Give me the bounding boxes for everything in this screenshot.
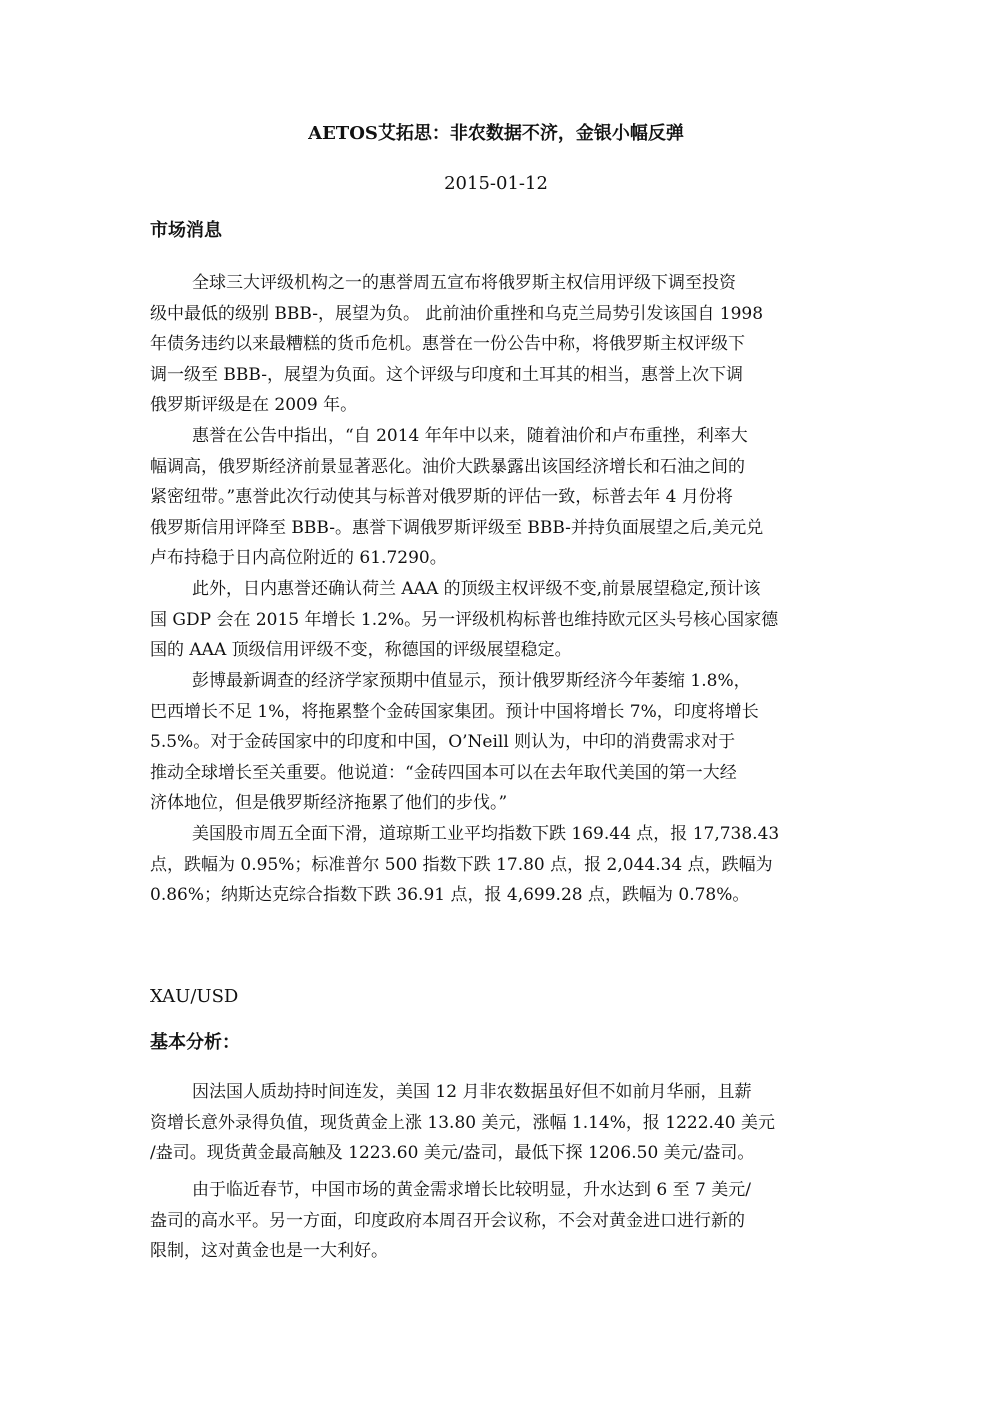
- paragraph-line: 资增长意外录得负值，现货黄金上涨 13.80 美元，涨幅 1.14%，报 1222.40 美元: [150, 1112, 775, 1133]
- paragraph-netherlands-rating: [150, 574, 850, 666]
- paragraph-line: 济体地位，但是俄罗斯经济拖累了他们的步伐。”: [150, 793, 508, 813]
- paragraph-line: 级中最低的级别 BBB-，展望为负。 此前油价重挫和乌克兰局势引发该国自 1998: [150, 303, 764, 324]
- paragraph-line: 惠誉在公告中指出，“自 2014 年年中以来，随着油价和卢布重挫，利率大: [192, 426, 748, 446]
- paragraph-line: 巴西增长不足 1%，将拖累整个金砖国家集团。预计中国将增长 7%，印度将增长: [150, 701, 759, 722]
- paragraph-gold-price: [150, 1077, 850, 1169]
- paragraph-fitch-downgrade: [150, 268, 850, 421]
- paragraph-line: 此外，日内惠誉还确认荷兰 AAA 的顶级主权评级不变,前景展望稳定,预计该: [192, 579, 761, 599]
- paragraph-line: 调一级至 BBB-，展望为负面。这个评级与印度和土耳其的相当，惠誉上次下调: [150, 364, 743, 385]
- paragraph-line: 彭博最新调查的经济学家预期中值显示，预计俄罗斯经济今年萎缩 1.8%，: [192, 671, 751, 691]
- paragraph-line: 国 GDP 会在 2015 年增长 1.2%。另一评级机构标普也维持欧元区头号核心国家德: [150, 609, 779, 630]
- paragraph-line: 0.86%；纳斯达克综合指数下跌 36.91 点，报 4,699.28 点，跌幅为 0.78%。: [150, 885, 750, 905]
- paragraph-line: 年债务违约以来最糟糕的货币危机。惠誉在一份公告中称，将俄罗斯主权评级下: [150, 334, 745, 354]
- paragraph-line: 推动全球增长至关重要。他说道：“金砖四国本可以在去年取代美国的第一大经: [150, 762, 737, 783]
- paragraph-line: 盎司的高水平。另一方面，印度政府本周召开会议称，不会对黄金进口进行新的: [150, 1210, 745, 1231]
- document-date: 2015-01-12: [444, 173, 548, 194]
- document-title: AETOS艾拓思：非农数据不济，金银小幅反弹: [308, 123, 684, 144]
- section-heading-fundamental-analysis: 基本分析：: [150, 1032, 240, 1053]
- paragraph-us-stocks: [150, 819, 850, 911]
- paragraph-line: /盎司。现货黄金最高触及 1223.60 美元/盎司，最低下探 1206.50 美元/盎司。: [150, 1143, 755, 1163]
- paragraph-line: 国的 AAA 顶级信用评级不变，称德国的评级展望稳定。: [150, 640, 572, 660]
- section-heading-market-news: 市场消息: [150, 220, 222, 241]
- paragraph-line: 全球三大评级机构之一的惠誉周五宣布将俄罗斯主权信用评级下调至投资: [192, 273, 736, 293]
- paragraph-line: 幅调高，俄罗斯经济前景显著恶化。油价大跌暴露出该国经济增长和石油之间的: [150, 456, 745, 477]
- paragraph-bloomberg-survey: [150, 666, 850, 819]
- paragraph-gold-demand: [150, 1175, 850, 1267]
- paragraph-line: 因法国人质劫持时间连发，美国 12 月非农数据虽好但不如前月华丽，且薪: [192, 1082, 752, 1102]
- instrument-label: XAU/USD: [150, 986, 239, 1007]
- paragraph-line: 点，跌幅为 0.95%；标准普尔 500 指数下跌 17.80 点，报 2,044.34 点，跌幅为: [150, 854, 773, 875]
- paragraph-fitch-statement: [150, 421, 850, 574]
- paragraph-line: 5.5%。对于金砖国家中的印度和中国，O’Neill 则认为，中印的消费需求对于: [150, 732, 736, 752]
- paragraph-line: 美国股市周五全面下滑，道琼斯工业平均指数下跌 169.44 点，报 17,738.43: [192, 824, 780, 844]
- paragraph-line: 紧密纽带。”惠誉此次行动使其与标普对俄罗斯的评估一致，标普去年 4 月份将: [150, 487, 733, 507]
- paragraph-line: 由于临近春节，中国市场的黄金需求增长比较明显，升水达到 6 至 7 美元/: [192, 1180, 751, 1200]
- paragraph-line: 俄罗斯信用评降至 BBB-。惠誉下调俄罗斯评级至 BBB-并持负面展望之后,美元兑: [150, 517, 764, 538]
- paragraph-line: 限制，这对黄金也是一大利好。: [150, 1241, 388, 1261]
- paragraph-line: 卢布持稳于日内高位附近的 61.7290。: [150, 548, 447, 568]
- paragraph-line: 俄罗斯评级是在 2009 年。: [150, 395, 358, 415]
